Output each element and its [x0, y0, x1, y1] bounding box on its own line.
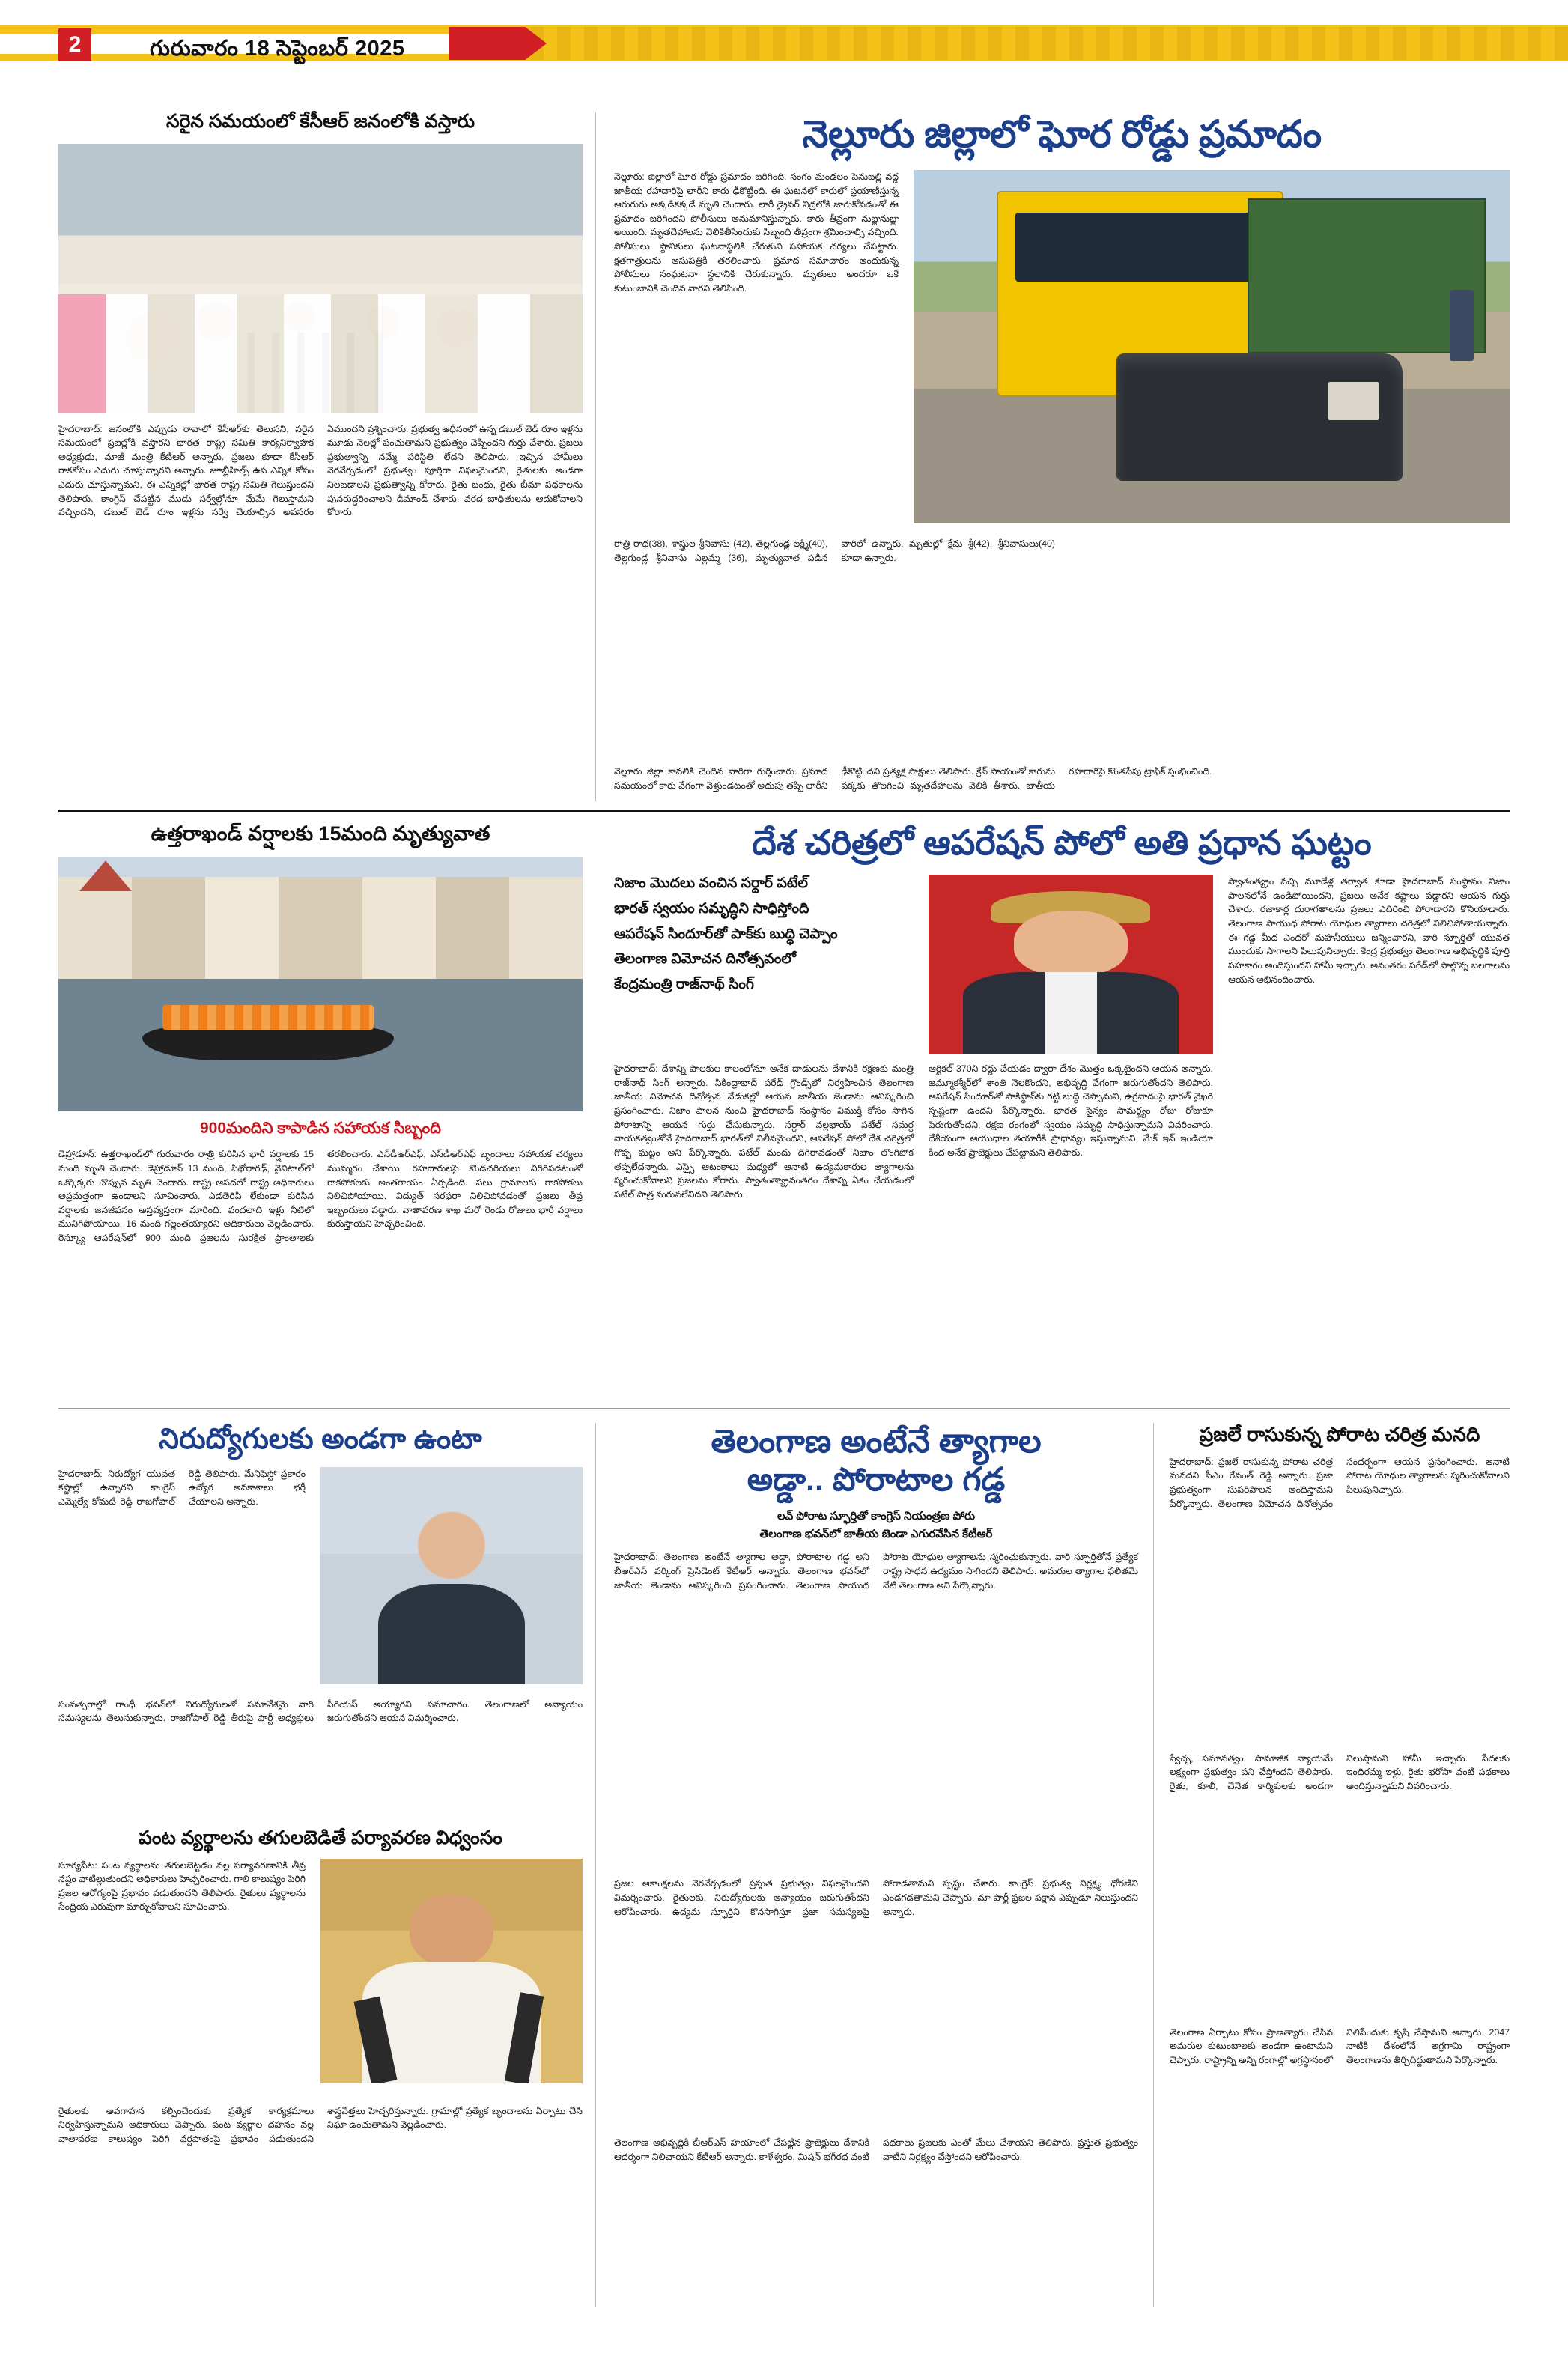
face-shape [410, 1895, 493, 1967]
sacrifice-headline-line2: అడ్డా.. పోరాటాల గడ్డ [747, 1461, 1006, 1498]
struggle-body-1: హైదరాబాద్‌: ప్రజలే రాసుకున్న పోరాట చరిత్ర మనదని సీఎం రేవంత్ రెడ్డి అన్నారు. ప్రజా ప్రభుత్వంగా సుపరిపాలన అందిస్తామని పేర్కొన్నారు. తెలంగాణ విమోచన దినోత్సవం సందర్భంగా ఆయన ప్రసంగించారు. ఆనాటి పోరాట యోధుల త్యాగాలను స్మరించుకోవాలని పిలుపునిచ్చారు. [1170, 1456, 1510, 1509]
sacrifice-body-3: తెలంగాణ అభివృద్ధికి బీఆర్‌ఎస్ హయాంలో చేపట్టిన ప్రాజెక్టులు దేశానికి ఆదర్శంగా నిలిచాయని కేటీఆర్ అన్నారు. కాళేశ్వరం, మిషన్ భగీరథ వంటి పథకాలు ప్రజలకు ఎంతో మేలు చేశాయని తెలిపారు. ప్రస్తుత ప్రభుత్వం వాటిని నిర్లక్ష్యం చేస్తోందని ఆరోపించారు. [614, 2137, 1138, 2163]
kcr-press-meet-photo [58, 144, 583, 413]
nellore-accident-photo [914, 170, 1510, 523]
rescue-boat [142, 1024, 394, 1060]
article-struggle-history [1170, 1423, 1510, 2295]
polo-body-col2: ఆర్టికల్ 370ని రద్దు చేయడం ద్వారా దేశం మొత్తం ఒక్కటైందని ఆయన అన్నారు. జమ్మూకశ్మీర్‌లో శాంతి నెలకొందని, అభివృద్ధి వేగంగా జరుగుతోందని తెలిపారు. ఆపరేషన్ సిందూర్‌తో పాకిస్థాన్‌కు గట్టి బుద్ధి చెప్పామని, ఉగ్రవాదంపై భారత్ వైఖరి స్పష్టంగా ఉందని పేర్కొన్నారు. భారత సైన్యం సామర్థ్యం రోజు రోజుకూ పెరుగుతోందని, రక్షణ రంగంలో స్వయం సమృద్ధి సాధిస్తున్నామని వివరించారు. దేశీయంగా ఆయుధాల తయారీకి ప్రాధాన్యం ఇస్తున్నామని, మేక్ ఇన్ ఇండియా కింద అనేక ప్రాజెక్టులు చేపట్టామని తెలిపారు. [929, 1063, 1213, 1158]
polo-body-col3-top: స్వాతంత్య్రం వచ్చి మూడేళ్ల తర్వాత కూడా హైదరాబాద్ సంస్థానం నిజాం పాలనలోనే ఉండిపోయిందని, ప్రజలు అనేక కష్టాలు పడ్డారని ఆయన గుర్తు చేశారు. రజాకార్ల దురాగతాలను ప్రజలు ఎదిరించి పోరాడారని కొనియాడారు. తెలంగాణ సాయుధ పోరాట యోధుల త్యాగాలు చరిత్రలో నిలిచిపోతాయన్నారు. ఈ గడ్డ మీద ఎందరో మహనీయులు జన్మించారని, వారి స్ఫూర్తితో యువత ముందుకు సాగాలని పిలుపునిచ్చారు. కేంద్ర ప్రభుత్వం తెలంగాణ అభివృద్ధికి పూర్తి సహకారం అందిస్తుందని హామీ ఇచ్చారు. అనంతరం పరేడ్‌లో పాల్గొన్న బలగాలను ఆయన అభినందించారు. [1228, 876, 1510, 985]
polo-kicker-4: తెలంగాణ విమోచన దినోత్సవంలో [614, 951, 796, 968]
article-nellore [614, 112, 1510, 840]
environment-body-bottom: రైతులకు అవగాహన కల్పించేందుకు ప్రత్యేక కార్యక్రమాలు నిర్వహిస్తున్నామని అధికారులు చెప్పారు. పంట వ్యర్థాల దహనం వల్ల వాతావరణ కాలుష్యం పెరిగి వర్షపాతంపై ప్రభావం పడుతుందని శాస్త్రవేత్తలు హెచ్చరిస్తున్నారు. గ్రామాల్లో ప్రత్యేక బృందాలను ఏర్పాటు చేసి నిఘా ఉంచుతామని వెల్లడించారు. [58, 2105, 583, 2144]
riverbank-buildings [58, 877, 583, 979]
section-divider-2 [58, 1408, 1510, 1409]
sacrifice-kicker-2: తెలంగాణ భవన్‌లో జాతీయ జెండా ఎగురవేసిన కేటీఆర్ [759, 1527, 993, 1540]
article-operation-polo [614, 822, 1510, 1361]
sacrifice-headline-line1: తెలంగాణ అంటేనే త్యాగాల [711, 1424, 1042, 1460]
environment-body-left: సూర్యపేట: పంట వ్యర్థాలను తగులబెట్టడం వల్ల పర్యావరణానికి తీవ్ర నష్టం వాటిల్లుతుందని అధికారులు హెచ్చరించారు. గాలి కాలుష్యం పెరిగి ప్రజల ఆరోగ్యంపై ప్రభావం పడుతుందని తెలిపారు. రైతులు వ్యర్థాలను సేంద్రియ ఎరువుగా మార్చుకోవాలని సూచించారు. [58, 1859, 306, 1913]
polo-kicker-2: భారత్ స్వయం సమృద్ధిని సాధిస్తోంది [614, 900, 809, 917]
polo-body-col1: హైదరాబాద్‌: దేశాన్ని పాలకుల కాలంలోనూ అనేక దాడులను దేశానికి రక్షణకు మంత్రి రాజ్‌నాథ్ సింగ్ అన్నారు. సికింద్రాబాద్ పరేడ్ గ్రౌండ్స్‌లో నిర్వహించిన తెలంగాణ జాతీయ విమోచన దినోత్సవ వేడుకల్లో ఆయన జాతీయ జెండాను ఆవిష్కరించి ప్రసంగించారు. నిజాం పాలన నుంచి హైదరాబాద్ సంస్థానం విముక్తి కోసం సాగిన పోరాటాన్ని ఆయన గుర్తు చేసుకున్నారు. సర్దార్ వల్లభాయ్ పటేల్ సమర్థ నాయకత్వంతోనే హైదరాబాద్ భారత్‌లో విలీనమైందని, ఆపరేషన్ పోలో దేశ చరిత్రలో గొప్ప ఘట్టం అని పేర్కొన్నారు. పటేల్ మందు దిగిరావడంతో నిజాం లొంగిపోక తప్పలేదన్నారు. ఎస్సై ఆటంకాలు మధ్యలో ఆనాటి ఉద్యమకారుల త్యాగాలను స్మరించుకోవాలని ప్రజలను కోరారు. స్వాతంత్య్రానంతరం దేశాన్ని ఏకం చేయడంలో పటేల్ పాత్ర మరువలేనిదని తెలిపారు. [614, 1063, 914, 1200]
kcr-headline: సరైన సమయంలో కేసీఆర్ జనంలోకి వస్తారు [165, 111, 475, 132]
uttarakhand-caption: 900మందిని కాపాడిన సహాయక సిబ్బంది [199, 1119, 441, 1137]
article-uttarakhand [58, 822, 583, 1350]
torso-shape [963, 972, 1179, 1054]
polo-kicker-1: నిజాం మొదలు వంచిన సర్దార్ పటేల్ [614, 875, 808, 892]
article-kcr [58, 111, 583, 662]
environment-minister-photo [320, 1859, 583, 2083]
unemployed-body-bottom: సంవత్సరాల్లో గాంధీ భవన్‌లో నిరుద్యోగులతో సమావేశమై వారి సమస్యలను తెలుసుకున్నారు. రాజగోపాల్ రెడ్డి తీరుపై పార్టీ అధ్యక్షులు సీరియస్ అయ్యారని సమాచారం. తెలంగాణలో అన్యాయం జరుగుతోందని ఆయన విమర్శించారు. [58, 1698, 583, 1724]
uttarakhand-headline: ఉత్తరాఖండ్ వర్షాలకు 15మంది మృత్యువాత [151, 822, 490, 845]
crushed-car-shape [1116, 353, 1403, 481]
unemployed-body-left: హైదరాబాద్‌: నిరుద్యోగ యువత కష్టాల్లో ఉన్నారని కాంగ్రెస్ ఎమ్మెల్యే కోమటి రెడ్డి రాజగోపాల్ రెడ్డి తెలిపారు. మేనిఫెస్టో ప్రకారం ఉద్యోగ అవకాశాలు భర్తీ చేయాలని అన్నారు. [58, 1468, 306, 1508]
struggle-body-3: తెలంగాణ ఏర్పాటు కోసం ప్రాణత్యాగం చేసిన అమరుల కుటుంబాలకు అండగా ఉంటామని చెప్పారు. రాష్ట్రాన్ని అన్ని రంగాల్లో అగ్రస్థానంలో నిలిపేందుకు కృషి చేస్తామని అన్నారు. 2047 నాటికి దేశంలోనే అగ్రగామి రాష్ట్రంగా తెలంగాణను తీర్చిదిద్దుతామని పేర్కొన్నారు. [1170, 2027, 1510, 2065]
sacrifice-body-1: హైదరాబాద్‌: తెలంగాణ అంటేనే త్యాగాల అడ్డా, పోరాటాల గడ్డ అని బీఆర్‌ఎస్ వర్కింగ్ ప్రెసిడెంట్ కేటీఆర్ అన్నారు. తెలంగాణ భవన్‌లో జాతీయ జెండాను ఆవిష్కరించి ప్రసంగించారు. తెలంగాణ సాయుధ పోరాట యోధుల త్యాగాలను స్మరించుకున్నారు. వారి స్ఫూర్తితోనే ప్రత్యేక రాష్ట్ర సాధన ఉద్యమం సాగిందని తెలిపారు. అమరుల త్యాగాల ఫలితమే నేటి తెలంగాణ అని పేర్కొన్నారు. [614, 1552, 1138, 1591]
nellore-body-left: నెల్లూరు: జిల్లాలో ఘోర రోడ్డు ప్రమాదం జరిగింది. సంగం మండలం పెనుబల్లి వద్ద జాతీయ రహదారిపై లారీని కారు ఢీకొట్టింది. ఈ ఘటనలో కారులో ప్రయాణిస్తున్న ఆరుగురు అక్కడికక్కడే మృతి చెందారు. లారీ డ్రైవర్ నిద్రలోకి జారుకోవడంతో ఈ ప్రమాదం జరిగిందని పోలీసులు అనుమానిస్తున్నారు. కారు తీవ్రంగా నుజ్జునుజ్జు అయింది. మృతదేహాలను వెలికితీసేందుకు సిబ్బంది తీవ్రంగా శ్రమించాల్సి వచ్చింది. పోలీసులు, స్థానికులు ఘటనాస్థలికి చేరుకుని సహాయక చర్యలు చేపట్టారు. క్షతగాత్రులను ఆసుపత్రికి తరలించారు. ప్రమాద సమాచారం అందుకున్న పోలీసులు సంఘటనా స్థలానికి చేరుకున్నారు. మృతులు అందరూ ఒకే కుటుంబానికి చెందిన వారని తెలిసింది. [614, 171, 899, 294]
article-sacrifice [614, 1423, 1138, 2331]
sacrifice-kicker-1: లవ్ పోరాట స్ఫూర్తితో కాంగ్రెస్ నియంత్రణ పోరు [777, 1510, 976, 1523]
section-divider-1 [58, 810, 1510, 812]
bystander-shape [1450, 290, 1474, 360]
nellore-headline: నెల్లూరు జిల్లాలో ఘోర రోడ్డు ప్రమాదం [802, 113, 1322, 155]
article-environment [58, 1827, 583, 2329]
polo-kicker-3: ఆపరేషన్ సిందూర్‌తో పాక్‌కు బుద్ధి చెప్పాం [614, 926, 838, 942]
masthead-date: గురువారం 18 సెప్టెంబర్ 2025 [150, 37, 405, 61]
kcr-body: హైదరాబాద్‌: జనంలోకి ఎప్పుడు రావాలో కేసీఆర్‌కు తెలుసని, సరైన సమయంలో ప్రజల్లోకి వస్తారని భారత రాష్ట్ర సమితి కార్యనిర్వాహక అధ్యక్షుడు, మాజీ మంత్రి కేటీఆర్ అన్నారు. ప్రజలు కూడా కేసీఆర్ రాకకోసం ఎదురు చూస్తున్నారని అన్నారు. జూబ్లీహిల్స్ ఉప ఎన్నిక కోసం ఎదురు చూస్తున్నామని, ఈ ఎన్నికల్లో భారత రాష్ట్ర సమితి గెలుస్తుందని తెలిపారు. కాంగ్రెస్ చేపట్టిన ముడు సర్వేల్లోనూ మేమే గెలుస్తామని వచ్చిందని, డబుల్‌ బెడ్‌ రూం ఇళ్లను సర్వే చేయాల్సిన అవసరం ఏముందని ప్రశ్నించారు. ప్రభుత్వ ఆధీనంలో ఉన్న డబుల్ బెడ్ రూం ఇళ్లను మూడు నెలల్లో పంచుతామని ప్రభుత్వం చెప్పిందని గుర్తు చేశారు. ప్రజలు ప్రభుత్వాన్ని నమ్మే పరిస్థితి లేదని తెలిపారు. ఇచ్చిన హామీలు నెరవేర్చడంలో ప్రభుత్వం పూర్తిగా విఫలమైందని, రైతులకు అండగా నిలబడాలని ప్రభుత్వాన్ని కోరారు. రైతు బంధు, రైతు బీమా పథకాలను పునరుద్ధరించాలని డిమాండ్ చేశారు. వరద బాధితులను ఆదుకోవాలని కోరారు. [58, 423, 583, 518]
struggle-headline: ప్రజలే రాసుకున్న పోరాట చరిత్ర మనది [1199, 1423, 1480, 1445]
uttarakhand-body: డెహ్రాడూన్: ఉత్తరాఖండ్‌లో గురువారం రాత్రి కురిసిన భారీ వర్షాలకు 15 మంది మృతి చెందారు. డెహ్రాడూన్ 13 మంది, పిథోరాగఢ్‌, నైనిటాల్‌లో ఒక్కొక్కరు చొప్పున మృతి చెందారు. రాష్ట్ర ఆపదలో రాష్ట్ర అధికారులు అప్రమత్తంగా ఉండాలని సూచించారు. ఎడతెరిపి లేకుండా కురిసిన వర్షాలకు జనజీవనం అస్తవ్యస్తంగా మారింది. వందలాది ఇళ్లు నీటిలో మునిగిపోయాయి. 16 మంది గల్లంతయ్యారని అధికారులు వెల్లడించారు. రెస్క్యూ ఆపరేషన్‌లో 900 మంది ప్రజలను సురక్షిత ప్రాంతాలకు తరలించారు. ఎన్‌డీఆర్‌ఎఫ్‌, ఎస్‌డీఆర్‌ఎఫ్‌ బృందాలు సహాయక చర్యలు ముమ్మరం చేశాయి. రహదారులపై కొండచరియలు విరిగిపడటంతో రాకపోకలకు అంతరాయం ఏర్పడింది. పలు గ్రామాలకు రాకపోకలు నిలిచిపోయాయి. విద్యుత్ సరఫరా నిలిచిపోవడంతో ప్రజలు తీవ్ర ఇబ్బందులు పడ్డారు. వాతావరణ శాఖ మరో రెండు రోజులు భారీ వర్షాలు కురుస్తాయని హెచ్చరించింది. [58, 1149, 583, 1243]
face-shape [1014, 911, 1128, 975]
column-divider-2 [595, 1423, 596, 2307]
environment-headline: పంట వ్యర్థాలను తగులబెడితే పర్యావరణ విధ్వంసం [139, 1827, 502, 1848]
unemployed-headline: నిరుద్యోగులకు అండగా ఉంటా [159, 1424, 482, 1455]
column-divider-1 [595, 112, 596, 801]
masthead [0, 0, 1568, 84]
struggle-body-2: స్వేచ్ఛ, సమానత్వం, సామాజిక న్యాయమే లక్ష్యంగా ప్రభుత్వం పని చేస్తోందని తెలిపారు. రైతు, కూలీ, చేనేత కార్మికులకు అండగా నిలుస్తామని హామీ ఇచ్చారు. పేదలకు ఇందిరమ్మ ఇళ్లు, రైతు భరోసా వంటి పథకాలు అందిస్తున్నామని వివరించారు. [1170, 1752, 1510, 1791]
nellore-body-right: నెల్లూరు జిల్లా కావలికి చెందిన వారిగా గుర్తించారు. ప్రమాద సమయంలో కారు వేగంగా వెళ్తుండటంతో అదుపు తప్పి లారీని ఢీకొట్టిందని ప్రత్యక్ష సాక్షులు తెలిపారు. క్రేన్ సాయంతో కారును పక్కకు తొలగించి మృతదేహాలను వెలికి తీశారు. జాతీయ రహదారిపై కొంతసేపు ట్రాఫిక్ స్తంభించింది. [614, 766, 1212, 791]
operation-polo-headline: దేశ చరిత్రలో ఆపరేషన్ పోలో అతి ప్రధాన ఘట్టం [752, 823, 1372, 862]
column-divider-3 [1153, 1423, 1154, 2307]
nellore-caption-and-body: రాత్రి రాధ(38), శాస్త్రుల శ్రీనివాసు (42), తెల్లగుండ్ల లక్ష్మి(40), తెల్లగుండ్ల శ్రీనివాసు ఎల్లమ్మ (36), మృత్యువాత పడిన వారిలో ఉన్నారు. మృతుల్లో క్షేమ శ్రీ(42), శ్రీనివాసులు(40) కూడా ఉన్నారు. [614, 538, 1055, 563]
uttarakhand-flood-photo [58, 857, 583, 1111]
page-number: 2 [58, 28, 91, 61]
article-unemployed [58, 1423, 583, 1788]
polo-kicker-5: కేంద్రమంత్రి రాజ్‌నాథ్ సింగ్ [614, 977, 755, 993]
masthead-arrow-strip [517, 27, 1568, 60]
sacrifice-body-2: ప్రజల ఆకాంక్షలను నెరవేర్చడంలో ప్రస్తుత ప్రభుత్వం విఫలమైందని విమర్శించారు. రైతులకు, నిరుద్యోగులకు అన్యాయం జరుగుతోందని ఆరోపించారు. ఉద్యమ స్ఫూర్తిని కొనసాగిస్తూ ప్రజా సమస్యలపై పోరాడతామని స్పష్టం చేశారు. కాంగ్రెస్ ప్రభుత్వ నిర్లక్ష్య ధోరణిని ఎండగడతామని చెప్పారు. మా పార్టీ ప్రజల పక్షాన ఎప్పుడూ నిలుస్తుందని అన్నారు. [614, 1878, 1138, 1917]
rajnath-singh-photo [929, 875, 1213, 1054]
microphones-icon [237, 333, 415, 413]
rajagopal-reddy-photo [320, 1467, 583, 1684]
